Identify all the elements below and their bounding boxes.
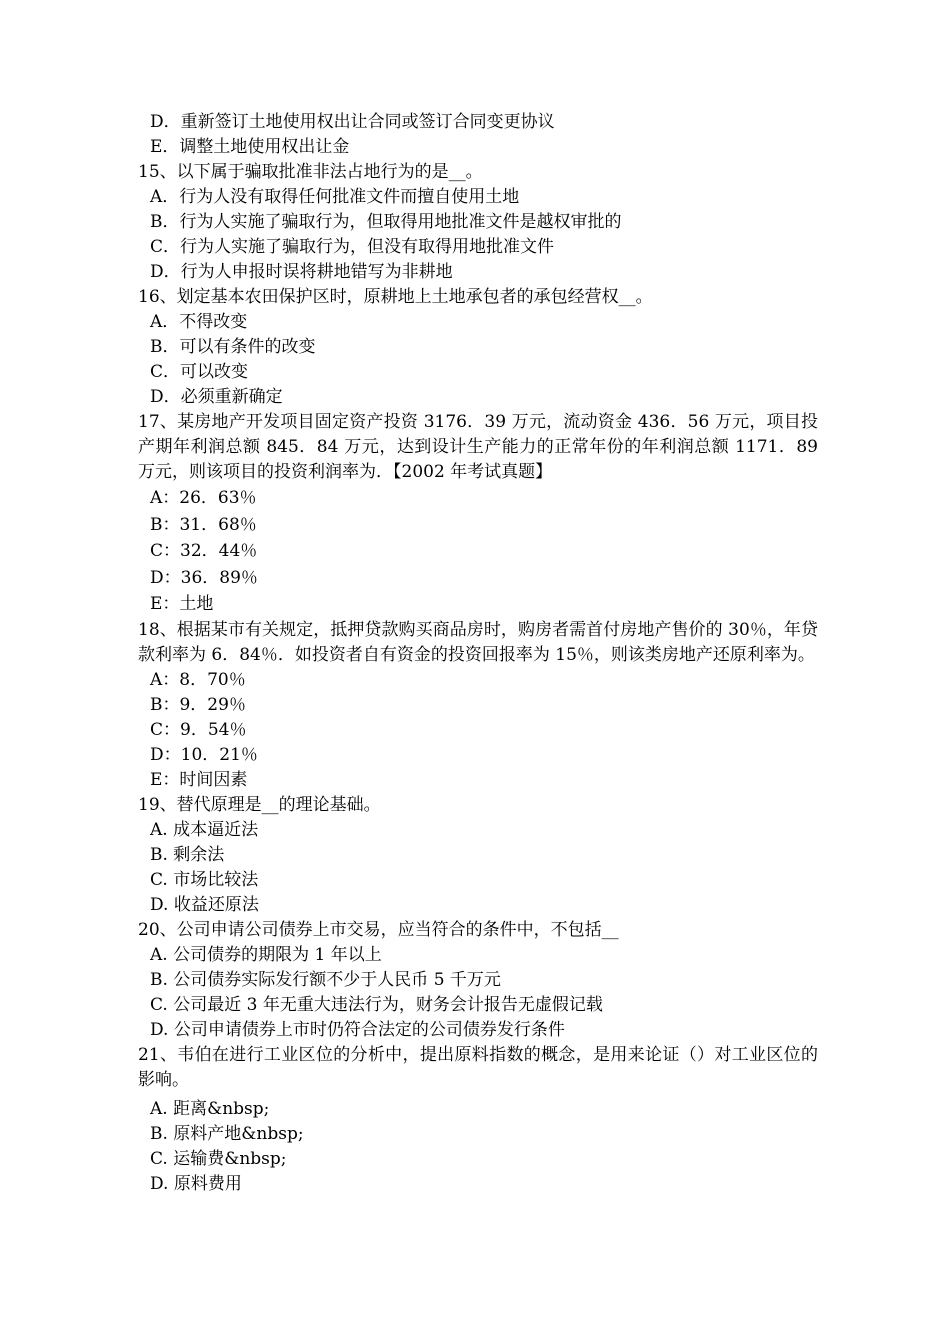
answer-option: D：36．89％ bbox=[150, 567, 258, 588]
question-stem: 15、以下属于骗取批准非法占地行为的是__。 bbox=[138, 162, 483, 182]
answer-option: A. 成本逼近法 bbox=[150, 819, 259, 840]
answer-option: B. 原料产地&nbsp; bbox=[150, 1123, 304, 1144]
question-stem: 17、某房地产开发项目固定资产投资 3176．39 万元，流动资金 436．56 万元，项目投产期年利润总额 845．84 万元，达到设计生产能力的正常年份的年利润总额 1171．89 万元，则该项目的投资利润率为．【2002 年考试真题】 bbox=[138, 412, 818, 482]
answer-option: A：26．63％ bbox=[150, 488, 257, 508]
answer-option: E：土地 bbox=[150, 594, 214, 614]
answer-option: A．不得改变 bbox=[150, 312, 248, 332]
answer-option: B. 公司债券实际发行额不少于人民币 5 千万元 bbox=[150, 969, 501, 990]
answer-option: D．重新签订土地使用权出让合同或签订合同变更协议 bbox=[150, 112, 555, 132]
answer-option: C．行为人实施了骗取行为，但没有取得用地批准文件 bbox=[150, 237, 555, 257]
answer-option: D. 收益还原法 bbox=[150, 894, 259, 915]
answer-option: C. 运输费&nbsp; bbox=[150, 1148, 287, 1169]
answer-option: B：9．29％ bbox=[150, 694, 246, 715]
answer-option: A．行为人没有取得任何批准文件而擅自使用土地 bbox=[150, 187, 520, 207]
answer-option: C．可以改变 bbox=[150, 362, 249, 382]
question-stem: 20、公司申请公司债券上市交易，应当符合的条件中，不包括__ bbox=[138, 919, 619, 940]
question-stem: 21、韦伯在进行工业区位的分析中，提出原料指数的概念，是用来论证（）对工业区位的影响。 bbox=[138, 1044, 818, 1090]
question-stem: 19、替代原理是__的理论基础。 bbox=[138, 794, 381, 815]
answer-option: D．必须重新确定 bbox=[150, 387, 283, 407]
document-page bbox=[138, 110, 818, 1197]
question-stem: 18、根据某市有关规定，抵押贷款购买商品房时，购房者需首付房地产售价的 30％，年贷款利率为 6．84％．如投资者自有资金的投资回报率为 15％，则该类房地产还原利率为。 bbox=[138, 619, 818, 665]
answer-option: C. 公司最近 3 年无重大违法行为，财务会计报告无虚假记载 bbox=[150, 994, 603, 1015]
answer-option: D. 公司申请债券上市时仍符合法定的公司债券发行条件 bbox=[150, 1019, 565, 1040]
answer-option: C. 市场比较法 bbox=[150, 869, 259, 890]
answer-option: B．行为人实施了骗取行为，但取得用地批准文件是越权审批的 bbox=[150, 212, 622, 232]
answer-option: E：时间因素 bbox=[150, 769, 248, 790]
answer-option: A. 公司债券的期限为 1 年以上 bbox=[150, 944, 382, 965]
answer-option: B：31．68％ bbox=[150, 514, 257, 535]
answer-option: D．行为人申报时误将耕地错写为非耕地 bbox=[150, 262, 453, 282]
answer-option: D. 原料费用 bbox=[150, 1173, 242, 1194]
answer-option: E．调整土地使用权出让金 bbox=[150, 137, 350, 157]
answer-option: B．可以有条件的改变 bbox=[150, 337, 316, 357]
answer-option: A. 距离&nbsp; bbox=[150, 1098, 270, 1119]
answer-option: B. 剩余法 bbox=[150, 844, 225, 865]
answer-option: A：8．70％ bbox=[150, 669, 246, 690]
answer-option: D：10．21％ bbox=[150, 744, 258, 765]
question-stem: 16、划定基本农田保护区时，原耕地上土地承包者的承包经营权__。 bbox=[138, 287, 653, 307]
answer-option: C：32．44％ bbox=[150, 541, 258, 561]
answer-option: C：9．54％ bbox=[150, 719, 247, 740]
